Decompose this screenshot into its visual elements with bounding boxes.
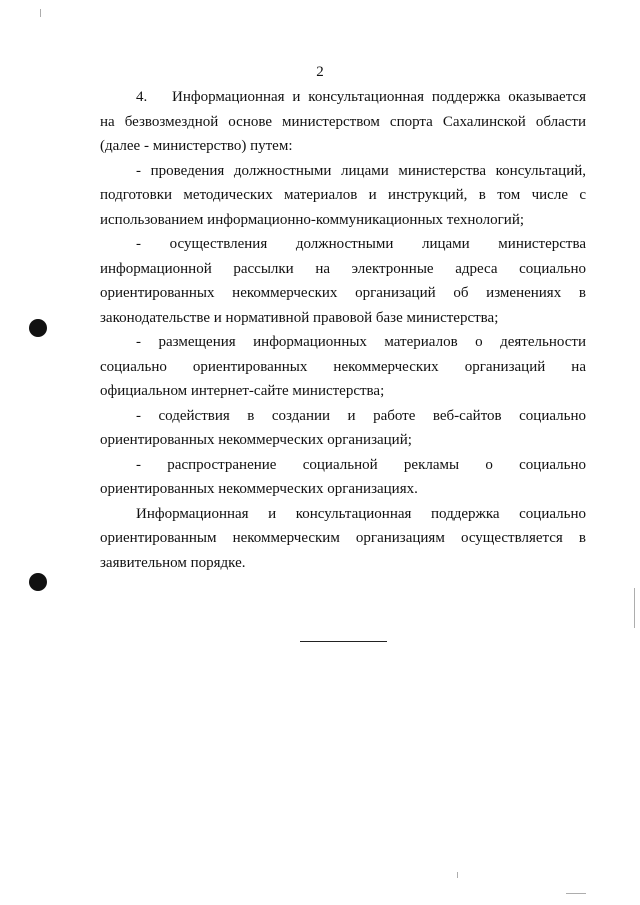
document-body <box>100 85 586 575</box>
item-number: 4. <box>136 89 148 105</box>
list-item-consultations: - проведения должностными лицами министерства консультаций, подготовки методических материалов и инструкций, в том числе с использованием информационно-коммуникационных технологий; <box>100 162 586 228</box>
list-item-publication: - размещения информационных материалов о деятельности социально ориентированных некоммерческих организаций на официальном интернет-сайте министерства; <box>100 334 586 399</box>
end-divider-line <box>300 641 387 642</box>
list-item-advertising: - распространение социальной рекламы о социально ориентированных некоммерческих организациях. <box>100 456 586 497</box>
closing-paragraph: Информационная и консультационная поддержка социально ориентированным некоммерческим организациям осуществляется в заявительном порядке. <box>100 505 586 571</box>
punch-hole-top <box>29 319 47 337</box>
scan-artifact <box>566 893 586 894</box>
punch-hole-bottom <box>29 573 47 591</box>
scan-artifact <box>457 872 458 878</box>
scan-artifact <box>634 588 635 628</box>
list-item-websites: - содействия в создании и работе веб-сайтов социально ориентированных некоммерческих организаций; <box>100 407 586 448</box>
scan-artifact <box>40 9 41 17</box>
list-item-mailing: - осуществления должностными лицами министерства информационной рассылки на электронные адреса социально ориентированных некоммерческих организаций об изменениях в законодательстве и нормативной правовой базе министерства; <box>100 236 586 326</box>
page-number: 2 <box>316 64 324 80</box>
paragraph-item-4 <box>100 85 586 159</box>
paragraph-text: Информационная и консультационная поддержка оказывается на безвозмездной основе министерством спорта Сахалинской области (далее - министерство) путем: <box>100 89 586 154</box>
